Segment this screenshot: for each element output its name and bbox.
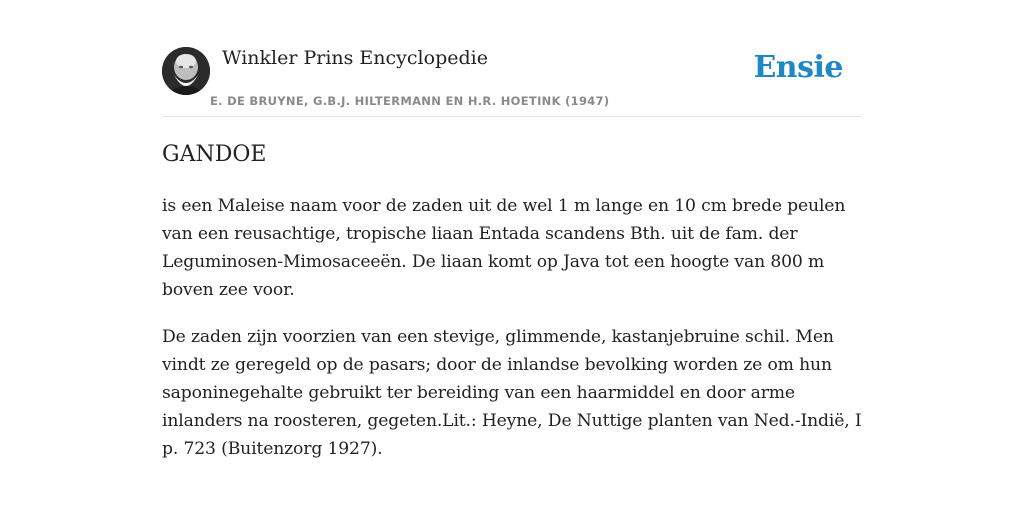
avatar-portrait-icon bbox=[162, 47, 210, 95]
author-avatar[interactable] bbox=[162, 47, 210, 95]
entry-paragraph: is een Maleise naam voor de zaden uit de wel 1 m lange en 10 cm brede peulen van een reusachtige, tropische liaan Entada scandens Bth. uit de fam. der Leguminosen-Mimosaceeën. De liaan komt op Java tot een hoogte van 800 m boven zee voor. bbox=[162, 196, 846, 300]
book-authors: E. DE BRUYNE, G.B.J. HILTERMANN EN H.R. HOETINK (1947) bbox=[210, 94, 610, 108]
book-title[interactable]: Winkler Prins Encyclopedie bbox=[222, 47, 488, 69]
entry-paragraph: De zaden zijn voorzien van een stevige, glimmende, kastanjebruine schil. Men vindt ze geregeld op de pasars; door de inlandse bevolking worden ze om hun saponinegehalte gebruikt ter bereiding van een haarmiddel en door arme inlanders na roosteren, gegeten.Lit.: Heyne, De Nuttige planten van Ned.-Indië, I p. 723 (Buitenzorg 1927). bbox=[162, 327, 862, 459]
header bbox=[162, 44, 862, 117]
entry-title: GANDOE bbox=[162, 142, 267, 167]
ensie-logo[interactable]: Ensie bbox=[753, 50, 843, 85]
article bbox=[162, 140, 866, 482]
